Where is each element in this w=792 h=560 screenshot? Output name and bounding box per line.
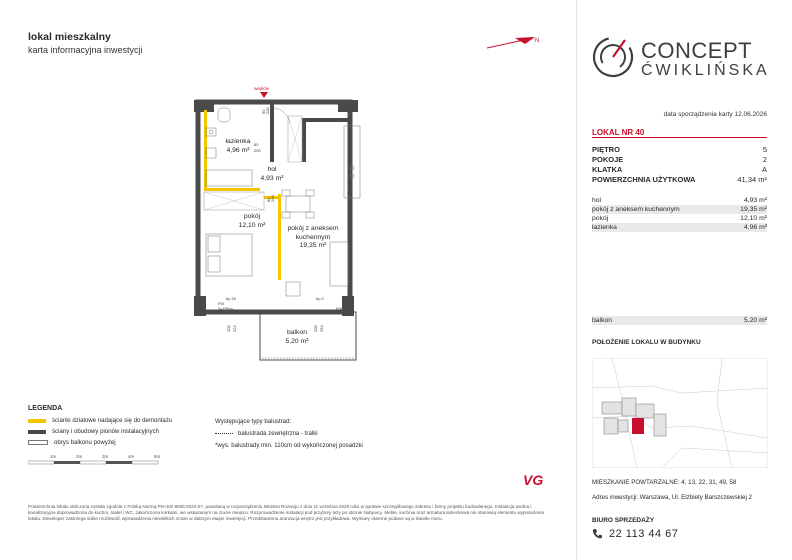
- room-row-living: pokój z aneksem kuchennym 19,35 m²: [592, 205, 767, 213]
- phone-icon: [592, 528, 603, 539]
- attr-floor: PIĘTRO 5: [592, 145, 767, 154]
- north-letter: N: [535, 38, 540, 44]
- room-row-balcony: balkon 5,20 m²: [592, 316, 767, 324]
- unit-marker: [632, 418, 644, 434]
- svg-text:5m: 5m: [154, 454, 161, 459]
- legend-swatch: [28, 440, 48, 445]
- svg-text:hp 20: hp 20: [226, 296, 237, 301]
- legend-item-walls: ściany i obudowy pionów instalacyjnych: [28, 428, 159, 435]
- brand-name: CONCEPT: [641, 38, 753, 63]
- label-balcony: balkon 5,20 m²: [285, 329, 309, 345]
- scale-bar: [28, 452, 178, 470]
- label-hall: hol 4,93 m²: [260, 166, 284, 182]
- legend-item-balcony: obrys balkonu powyżej: [28, 439, 116, 446]
- address: Adres inwestycji: Warszawa, Ul. Elżbiety Barszczewskiej 2: [592, 494, 753, 501]
- room-row-hall: hol 4,93 m²: [592, 196, 767, 204]
- svg-text:2m: 2m: [76, 454, 83, 459]
- room-row-bathroom: łazienka 4,96 m²: [592, 223, 767, 231]
- svg-text:100: 100: [226, 325, 231, 332]
- sales-title: BIURO SPRZEDAŻY: [592, 517, 655, 524]
- label-living: pokój z aneksem kuchennym 19,35 m²: [287, 225, 339, 249]
- attr-usable-area: POWIERZCHNIA UŻYTKOWA 41,34 m²: [592, 175, 767, 184]
- balustrade-item: balustrada zewnętrzna - tralki: [215, 430, 318, 437]
- sales-phone[interactable]: 22 113 44 67: [609, 528, 679, 540]
- svg-text:80: 80: [266, 197, 271, 202]
- svg-text:90: 90: [261, 109, 266, 114]
- svg-text:3m: 3m: [102, 454, 109, 459]
- svg-text:254: 254: [319, 325, 324, 332]
- page-subtitle: karta informacyjna inwestycji: [28, 45, 143, 55]
- svg-text:hp 0: hp 0: [316, 296, 324, 301]
- brand-subtitle: ĆWIKLIŃSKA: [641, 62, 770, 79]
- same-flats: MIESZKANIE POWTARZALNE: 4, 13, 22, 31, 49, 58: [592, 479, 737, 486]
- svg-text:80: 80: [254, 142, 259, 147]
- attr-rooms: POKOJE 2: [592, 155, 767, 164]
- north-arrow-icon: [485, 33, 545, 51]
- concept-logo-icon: [589, 33, 637, 81]
- legend-swatch: [28, 430, 46, 434]
- svg-text:FIX: FIX: [218, 301, 225, 306]
- entrance-label: wejście: [254, 86, 270, 91]
- legend-title: LEGENDA: [28, 405, 63, 412]
- title-underline: [592, 137, 767, 138]
- svg-text:200: 200: [270, 195, 275, 202]
- svg-text:4m: 4m: [128, 454, 135, 459]
- svg-text:224: 224: [232, 325, 237, 332]
- svg-text:200: 200: [313, 325, 318, 332]
- building-position-map: [592, 358, 768, 468]
- page-title: lokal mieszkalny: [28, 31, 111, 43]
- position-title: POŁOŻENIE LOKALU W BUDYNKU: [592, 339, 701, 346]
- label-room: pokój 12,10 m²: [238, 213, 266, 229]
- balustrade-swatch: [215, 433, 233, 434]
- room-row-room: pokój 12,10 m²: [592, 214, 767, 222]
- svg-text:200: 200: [265, 107, 270, 114]
- attr-staircase: KLATKA A: [592, 165, 767, 174]
- disclaimer: Powierzchnia lokalu obliczona została zgodnie z Polską Normą PN-ISO 9836:2022-07, powołaną w rozporządzeniu Ministra Rozwoju z dnia 11 września 2020 roku w sprawie szczegółowego zakresu i formy projektu budowlanego. Instalacja wodna i kanalizacyjna doprowadzona do kuchni, toalet i WC, zakończona korkami, we wskazanym na rzucie miejscu. Rozprowadzenie instalacji pod przybory leży po stronie Nabywcy. Meble, kuchnia oraz armatura łazienkowa nie stanowią elementu wyposażenia lokalu. Deweloper zastrzega sobie możliwość wprowadzenia niewielkich zmian w dalszym etapie inwestycji. Przedstawiona aranżacja wnętrz jest przykładowa. Wymiary okienne podane są w świetle muru.: [28, 504, 544, 521]
- legend-swatch: [28, 419, 46, 423]
- label-bathroom: łazienka 4,96 m²: [225, 138, 251, 154]
- card-date: data sporządzenia karty 12.06.2026: [663, 111, 767, 118]
- unit-title: LOKAL NR 40: [592, 128, 645, 137]
- legend-item-partition: ścianki działowe nadające się do demontażu: [28, 417, 172, 424]
- floor-plan: [190, 86, 370, 366]
- svg-text:S=15ºcm: S=15ºcm: [218, 307, 233, 311]
- column-divider: [576, 0, 577, 560]
- vg-logo: VG: [523, 472, 544, 488]
- balustrade-note: *wys. balustrady min. 110cm od wykończonej posadzki: [215, 442, 363, 449]
- svg-text:FIX: FIX: [336, 306, 343, 311]
- svg-text:200: 200: [254, 148, 261, 153]
- svg-text:1m: 1m: [50, 454, 57, 459]
- balustrade-title: Występujące typy balustrad:: [215, 418, 292, 425]
